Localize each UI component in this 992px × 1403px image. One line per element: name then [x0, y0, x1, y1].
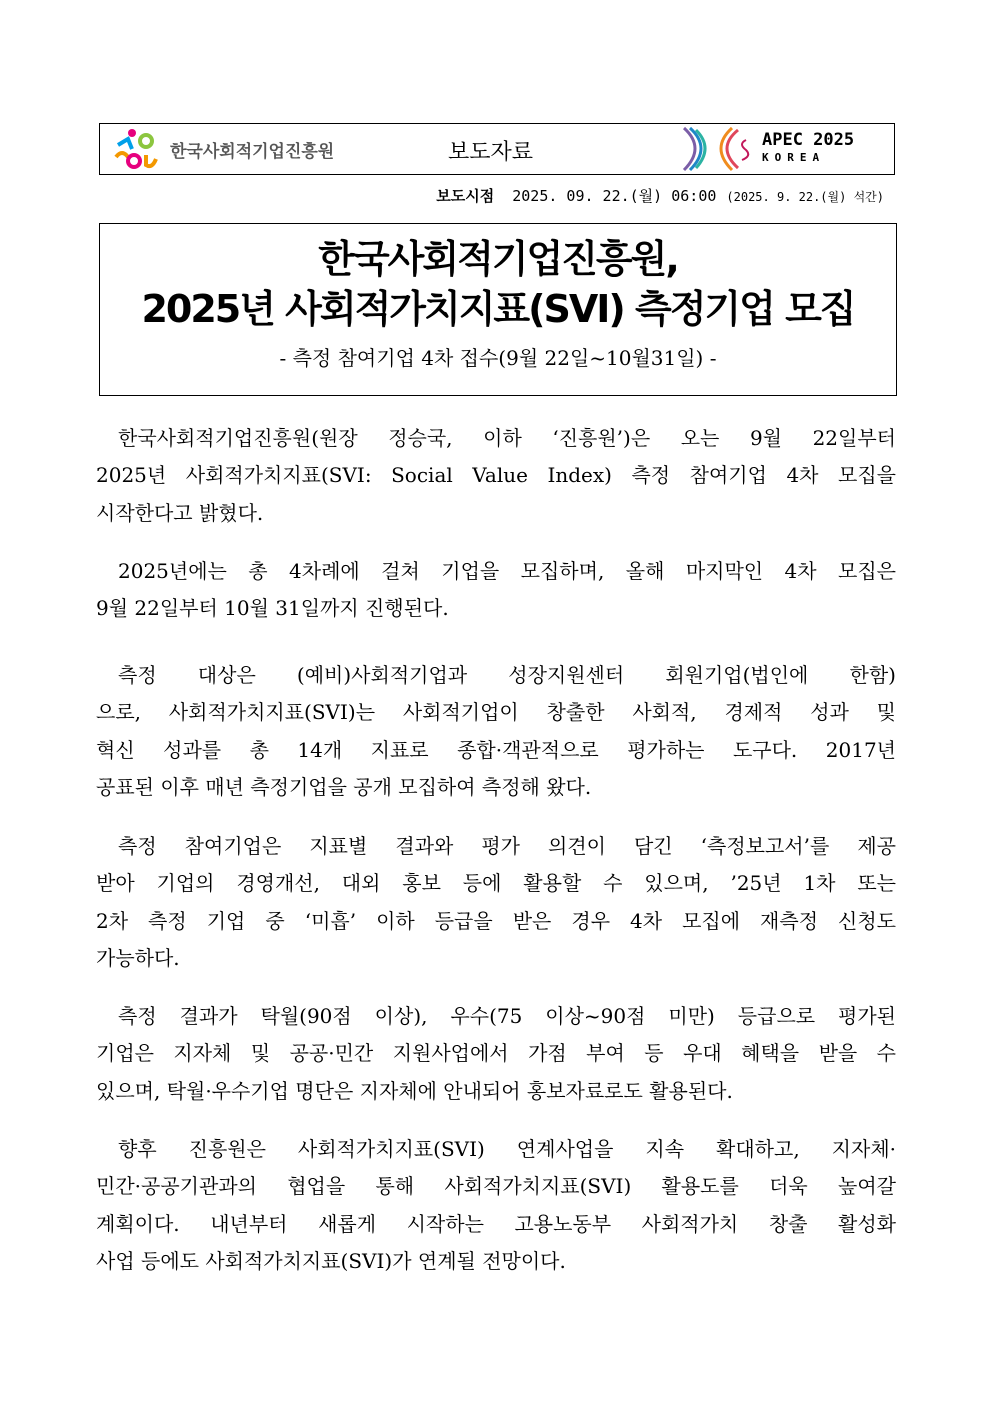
subtitle: - 측정 참여기업 4차 접수(9월 22일~10월31일) - [279, 346, 717, 370]
paragraph-line: 가능하다. [96, 946, 180, 971]
paragraph-line: 있으며, 탁월·우수기업 명단은 지자체에 안내되어 홍보자료로도 활용된다. [96, 1078, 733, 1103]
release-datetime: 2025. 09. 22.(월) 06:00 [512, 187, 717, 205]
release-label: 보도시점 [436, 187, 495, 205]
paragraph-line: 측정 결과가 탁월(90점 이상), 우수(75 이상~90점 미만) 등급으로 평가된 [118, 1004, 896, 1028]
body-paragraph [96, 553, 896, 628]
paragraph-line: 혁신 성과를 총 14개 지표로 종합·객관적으로 평가하는 도구다. 2017년 [96, 737, 896, 762]
paragraph-line: 2차 측정 기업 중 ‘미흡’ 이하 등급을 받은 경우 4차 모집에 재측정 신청도 [96, 908, 896, 933]
paragraph-line: 받아 기업의 경영개선, 대외 홍보 등에 활용할 수 있으며, ’25년 1차 또는 [96, 871, 896, 896]
body-paragraph [96, 998, 896, 1110]
release-time [436, 185, 884, 206]
paragraph-line: 으로, 사회적가치지표(SVI)는 사회적기업이 창출한 사회적, 경제적 성과 및 [96, 700, 896, 725]
paragraph-line: 기업은 지자체 및 공공·민간 지원사업에서 가점 부여 등 우대 혜택을 받을 수 [96, 1041, 896, 1066]
paragraph-line: 측정 참여기업은 지표별 결과와 평가 의견이 담긴 ‘측정보고서’를 제공 [118, 834, 896, 858]
apec-wordmark [762, 131, 854, 167]
org-name: 한국사회적기업진흥원 [170, 142, 335, 162]
body-paragraph [96, 828, 896, 978]
paragraph-line: 사업 등에도 사회적가치지표(SVI)가 연계될 전망이다. [96, 1249, 566, 1274]
paragraph-line: 시작한다고 밝혔다. [96, 500, 264, 525]
title-line-1: 한국사회적기업진흥원, [318, 237, 678, 281]
org-logo-icon [110, 127, 162, 171]
body-paragraph [96, 420, 896, 532]
paragraph-line: 측정 대상은 (예비)사회적기업과 성장지원센터 회원기업(법인에 한함) [118, 663, 896, 687]
paragraph-line: 민간·공공기관과의 협업을 통해 사회적가치지표(SVI) 활용도를 더욱 높여갈 [96, 1174, 896, 1199]
body-paragraph [96, 657, 896, 807]
release-note: (2025. 9. 22.(월) 석간) [726, 190, 884, 204]
apec-subtitle: KOREA [762, 151, 826, 164]
apec-logo-icon [682, 126, 752, 172]
header-box [99, 123, 895, 175]
paragraph-line: 계획이다. 내년부터 새롭게 시작하는 고용노동부 사회적가치 창출 활성화 [96, 1211, 896, 1236]
apec-title: APEC 2025 [762, 130, 855, 150]
title-box [99, 223, 897, 396]
paragraph-line: 한국사회적기업진흥원(원장 정승국, 이하 ‘진흥원’)은 오는 9월 22일부터 [118, 426, 896, 450]
paragraph-line: 공표된 이후 매년 측정기업을 공개 모집하여 측정해 왔다. [96, 775, 592, 800]
doc-type: 보도자료 [448, 140, 534, 165]
paragraph-line: 2025년에는 총 4차례에 걸쳐 기업을 모집하며, 올해 마지막인 4차 모집은 [118, 559, 896, 583]
paragraph-line: 2025년 사회적가치지표(SVI: Social Value Index) 측정 참여기업 4차 모집을 [96, 463, 896, 488]
paragraph-line: 향후 진흥원은 사회적가치지표(SVI) 연계사업을 지속 확대하고, 지자체· [118, 1137, 896, 1161]
paragraph-line: 9월 22일부터 10월 31일까지 진행된다. [96, 596, 449, 621]
title-line-2: 2025년 사회적가치지표(SVI) 측정기업 모집 [141, 287, 855, 331]
body-paragraph [96, 1131, 896, 1281]
